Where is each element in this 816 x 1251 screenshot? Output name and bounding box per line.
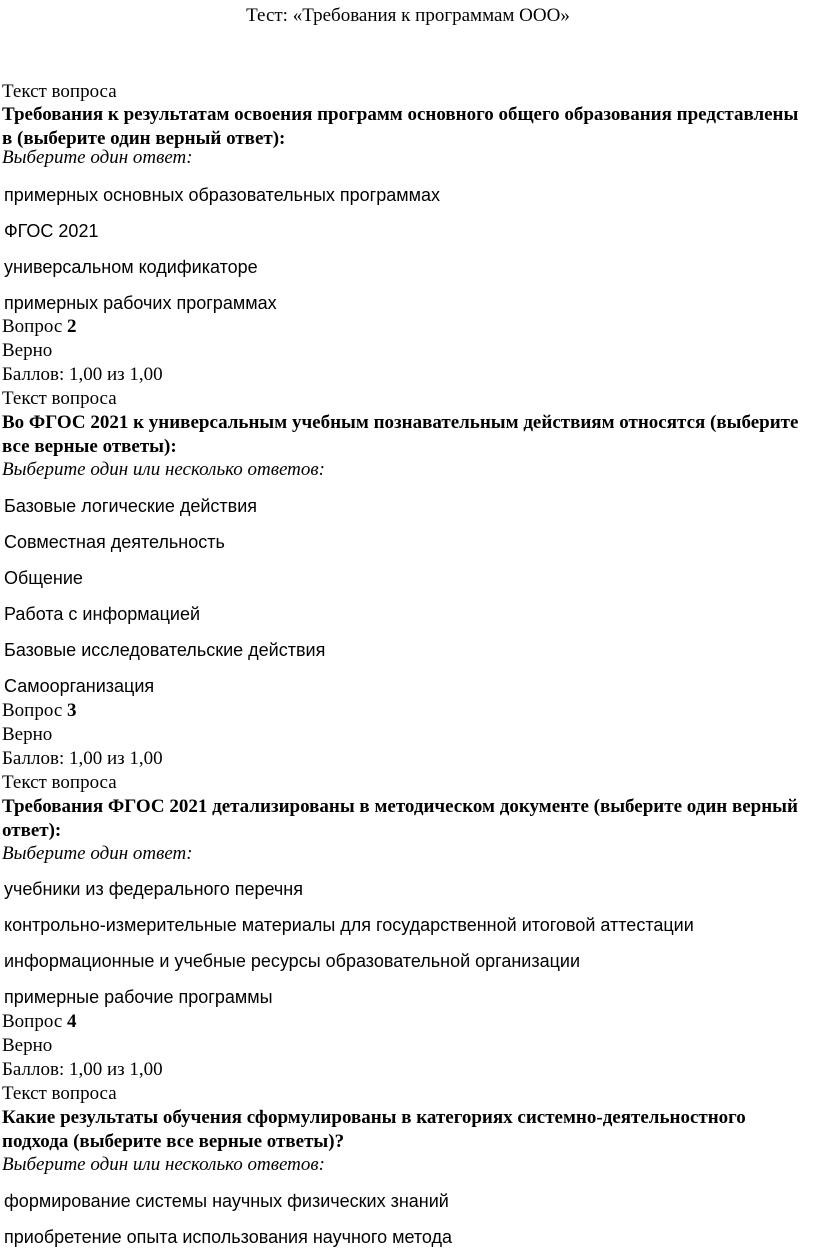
question-score: Баллов: 1,00 из 1,00 — [2, 364, 163, 385]
question-text: Требования к результатам освоения программ основного общего образования представлены в (выберите один верный ответ): — [2, 104, 799, 149]
answer-option[interactable]: ФГОС 2021 — [4, 221, 99, 241]
answer-option[interactable]: формирование системы научных физических знаний — [4, 1191, 449, 1211]
answer-option[interactable]: универсальном кодификаторе — [4, 257, 258, 277]
question-label: Вопрос — [2, 700, 63, 721]
answer-option[interactable]: Базовые логические действия — [4, 496, 258, 516]
answer-option[interactable]: информационные и учебные ресурсы образовательной организации — [4, 951, 581, 971]
answer-option[interactable]: Работа с информацией — [4, 604, 201, 624]
answer-hint: Выберите один ответ: — [2, 147, 193, 168]
answer-option[interactable]: Самоорганизация — [4, 676, 155, 696]
question-header — [2, 315, 77, 339]
question-number: 3 — [67, 700, 77, 721]
question-status: Верно — [2, 724, 53, 745]
question-text: Во ФГОС 2021 к универсальным учебным познавательным действиям относятся (выберите все верные ответы): — [2, 412, 799, 457]
question-label: Вопрос — [2, 316, 63, 337]
question-text-label: Текст вопроса — [2, 81, 117, 102]
answer-option[interactable]: примерные рабочие программы — [4, 987, 273, 1007]
question-text: Какие результаты обучения сформулированы в категориях системно-деятельностного подхода (выберите все верные ответы)? — [2, 1107, 746, 1152]
question-status: Верно — [2, 1035, 53, 1056]
answer-option[interactable]: Общение — [4, 568, 83, 588]
question-status: Верно — [2, 340, 53, 361]
question-text-label: Текст вопроса — [2, 388, 117, 409]
question-number: 4 — [67, 1011, 77, 1032]
question-label: Вопрос — [2, 1011, 63, 1032]
answer-option[interactable]: приобретение опыта использования научного метода — [4, 1227, 453, 1247]
question-text: Требования ФГОС 2021 детализированы в методическом документе (выберите один верный ответ): — [2, 796, 798, 841]
answer-option[interactable]: Совместная деятельность — [4, 532, 225, 552]
question-header — [2, 1010, 77, 1034]
answer-option[interactable]: примерных основных образовательных программах — [4, 185, 440, 205]
answer-option[interactable]: примерных рабочих программах — [4, 293, 277, 313]
question-score: Баллов: 1,00 из 1,00 — [2, 1059, 163, 1080]
answer-option[interactable]: Базовые исследовательские действия — [4, 640, 326, 660]
question-text-label: Текст вопроса — [2, 772, 117, 793]
answer-option[interactable]: учебники из федерального перечня — [4, 879, 303, 899]
answer-hint: Выберите один ответ: — [2, 843, 193, 864]
question-score: Баллов: 1,00 из 1,00 — [2, 748, 163, 769]
answer-hint: Выберите один или несколько ответов: — [2, 459, 325, 480]
answer-hint: Выберите один или несколько ответов: — [2, 1154, 325, 1175]
question-text-label: Текст вопроса — [2, 1083, 117, 1104]
answer-option[interactable]: контрольно-измерительные материалы для государственной итоговой аттестации — [4, 915, 694, 935]
question-header — [2, 699, 77, 723]
page-title: Тест: «Требования к программам ООО» — [246, 5, 570, 26]
question-number: 2 — [67, 316, 77, 337]
